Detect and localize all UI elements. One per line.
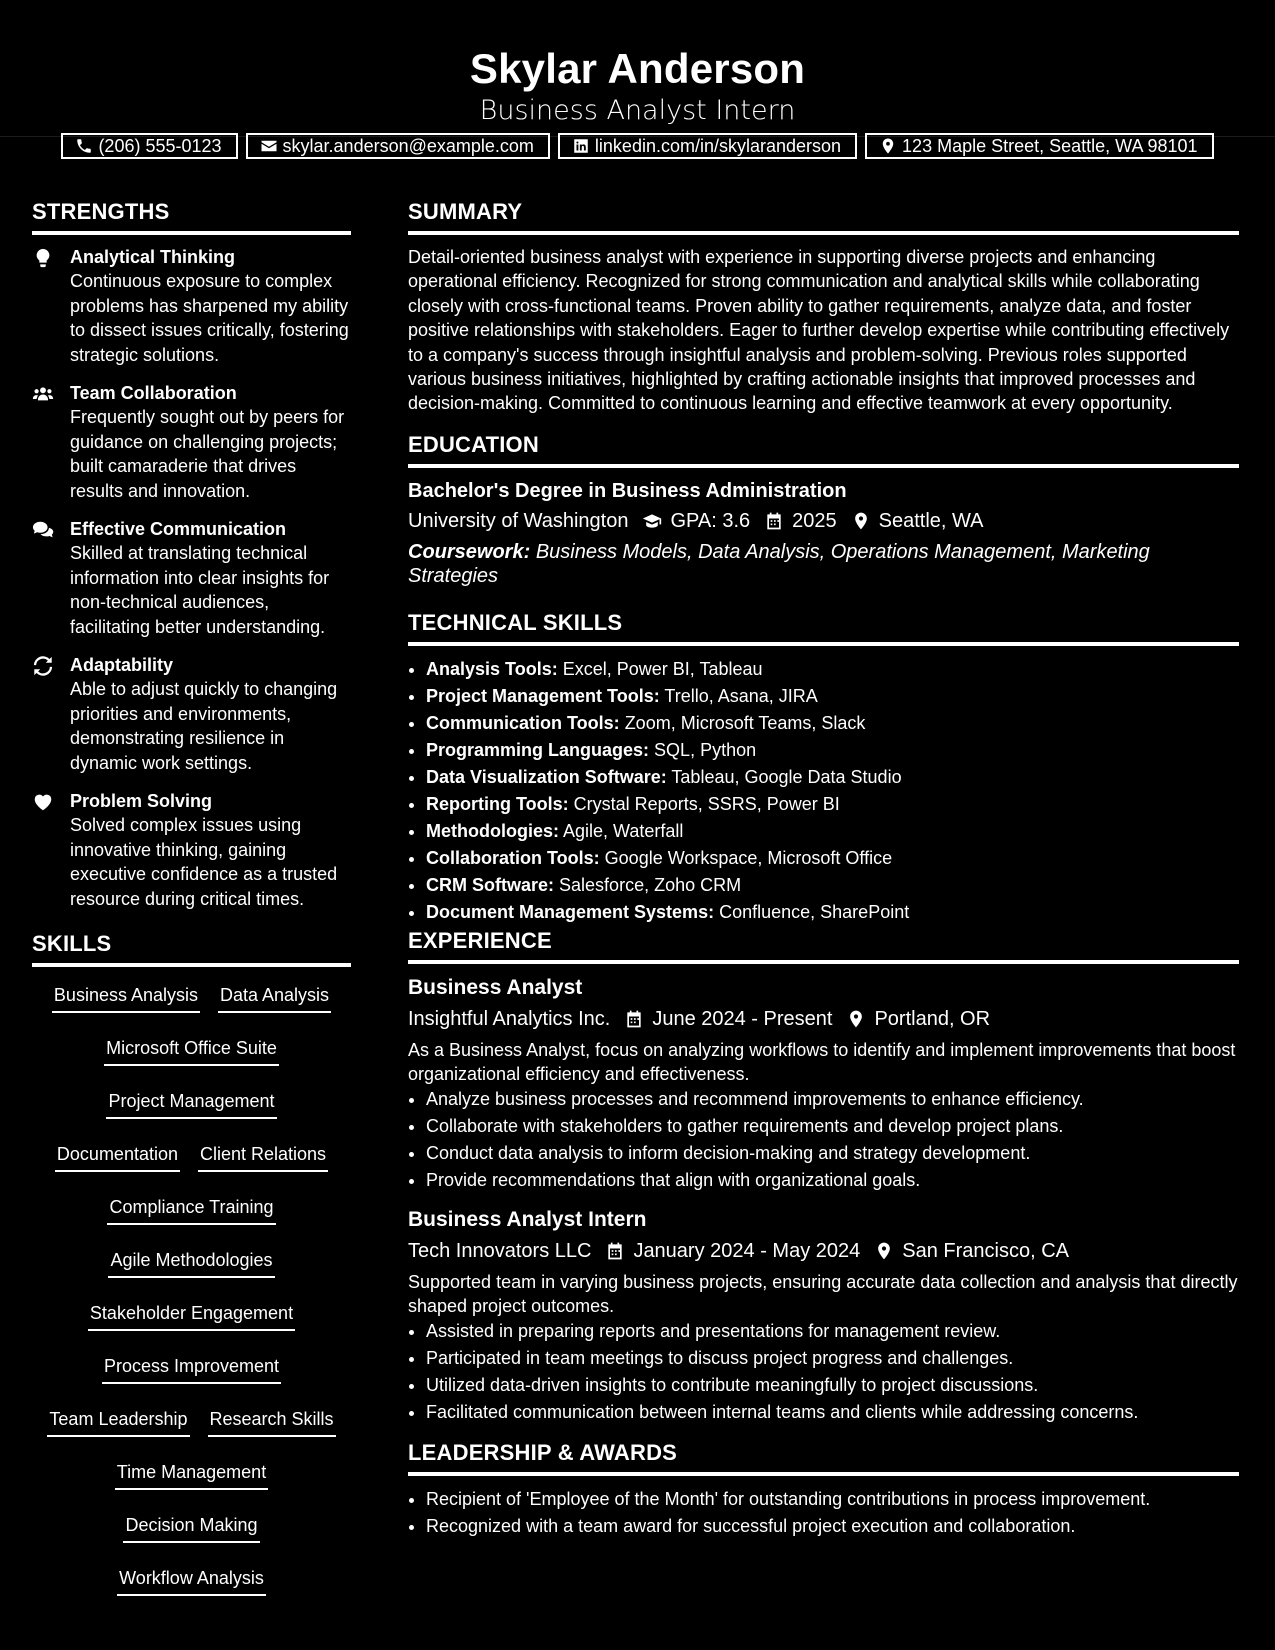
skill-tag: Compliance Training <box>107 1195 275 1225</box>
envelope-icon <box>260 137 278 155</box>
job-entry <box>408 1206 1239 1426</box>
map-marker-icon <box>846 1009 866 1029</box>
list-item <box>426 899 1239 926</box>
skill-tag: Decision Making <box>123 1513 259 1543</box>
skill-tag: Workflow Analysis <box>117 1566 266 1596</box>
skills-heading: SKILLS <box>32 929 351 967</box>
list-item: • Analyze business processes and recommend improvements to enhance efficiency. <box>426 1086 1239 1113</box>
coursework-label: Coursework: <box>408 540 531 563</box>
education-heading: EDUCATION <box>408 430 1239 468</box>
experience-heading: EXPERIENCE <box>408 926 1239 964</box>
list-item <box>426 791 1239 818</box>
skill-category: Data Visualization Software: <box>426 766 667 787</box>
strength-title: Analytical Thinking <box>70 247 236 267</box>
contact-bar <box>0 133 1275 159</box>
job-meta <box>408 1236 1239 1266</box>
sync-icon <box>32 655 54 677</box>
list-item <box>426 818 1239 845</box>
list-item <box>426 710 1239 737</box>
skill-category: Document Management Systems: <box>426 901 715 922</box>
skill-tag: Process Improvement <box>102 1354 281 1384</box>
job-dates: January 2024 - May 2024 <box>633 1239 861 1262</box>
list-item: • Recognized with a team award for successful project execution and collaboration. <box>426 1513 1239 1540</box>
skill-tag: Client Relations <box>198 1142 328 1172</box>
job-entry <box>408 974 1239 1194</box>
list-item <box>426 737 1239 764</box>
job-location: Portland, OR <box>874 1007 991 1030</box>
summary-heading: SUMMARY <box>408 197 1239 235</box>
skill-tag: Team Leadership <box>47 1407 189 1437</box>
strength-title: Team Collaboration <box>70 383 237 403</box>
strength-desc: Able to adjust quickly to changing priorities and environments, demonstrating resilience in dynamic work settings. <box>70 679 338 773</box>
list-item: • Collaborate with stakeholders to gather requirements and develop project plans. <box>426 1113 1239 1140</box>
skill-category: Communication Tools: <box>426 712 620 733</box>
list-item: • Facilitated communication between internal teams and clients while addressing concerns. <box>426 1399 1239 1426</box>
list-item <box>426 845 1239 872</box>
strengths-heading: STRENGTHS <box>32 197 351 235</box>
skill-category: Analysis Tools: <box>426 658 558 679</box>
skill-tag: Documentation <box>55 1142 180 1172</box>
job-location: San Francisco, CA <box>902 1239 1069 1262</box>
right-column <box>408 197 1239 1540</box>
calendar-icon <box>624 1009 644 1029</box>
skill-tag: Business Analysis <box>52 983 200 1013</box>
contact-phone[interactable] <box>61 133 237 159</box>
company-name: Insightful Analytics Inc. <box>408 1007 611 1030</box>
skill-category: Methodologies: <box>426 820 559 841</box>
technical-skills-heading: TECHNICAL SKILLS <box>408 608 1239 646</box>
strength-item <box>32 653 351 775</box>
coursework <box>408 540 1239 588</box>
technical-skills-list <box>408 656 1239 926</box>
skill-values: Confluence, SharePoint <box>719 901 910 922</box>
education-meta <box>408 506 1239 536</box>
comments-icon <box>32 519 54 541</box>
strength-item <box>32 789 351 911</box>
list-item <box>426 656 1239 683</box>
phone-icon <box>75 137 93 155</box>
left-column <box>32 197 351 1613</box>
list-item <box>426 764 1239 791</box>
skill-tag: Microsoft Office Suite <box>104 1036 279 1066</box>
leadership-heading: LEADERSHIP & AWARDS <box>408 1438 1239 1476</box>
company-name: Tech Innovators LLC <box>408 1239 592 1262</box>
skill-values: SQL, Python <box>654 739 757 760</box>
job-description: As a Business Analyst, focus on analyzing workflows to identify and implement improvements that boost organizational efficiency and effectiveness. <box>408 1039 1236 1084</box>
leadership-list <box>408 1486 1239 1540</box>
heart-icon <box>32 791 54 813</box>
job-title: Business Analyst <box>408 975 583 999</box>
list-item: • Recipient of 'Employee of the Month' for outstanding contributions in process improvement. <box>426 1486 1239 1513</box>
list-item: • Conduct data analysis to inform decision-making and strategy development. <box>426 1140 1239 1167</box>
skill-tag: Project Management <box>106 1089 276 1119</box>
calendar-icon <box>764 511 784 531</box>
job-title: Business Analyst Intern <box>408 1207 647 1231</box>
graduation-year: 2025 <box>792 509 837 532</box>
job-bullets <box>408 1086 1239 1194</box>
skill-values: Zoom, Microsoft Teams, Slack <box>624 712 866 733</box>
phone-text: (206) 555-0123 <box>98 135 222 156</box>
strength-title: Adaptability <box>70 655 174 675</box>
address-text: 123 Maple Street, Seattle, WA 98101 <box>902 135 1198 156</box>
strength-title: Problem Solving <box>70 791 213 811</box>
list-item <box>426 872 1239 899</box>
map-marker-icon <box>851 511 871 531</box>
skill-tag: Stakeholder Engagement <box>88 1301 295 1331</box>
linkedin-icon <box>572 137 590 155</box>
strength-desc: Skilled at translating technical information into clear insights for non-technical audiences, facilitating better understanding. <box>70 543 330 637</box>
map-marker-icon <box>879 137 897 155</box>
contact-address[interactable] <box>865 133 1214 159</box>
degree-name: Bachelor's Degree in Business Administration <box>408 479 847 502</box>
gpa-text: GPA: 3.6 <box>670 509 751 532</box>
strength-item <box>32 381 351 503</box>
skill-values: Tableau, Google Data Studio <box>671 766 902 787</box>
strength-title: Effective Communication <box>70 519 287 539</box>
candidate-name: Skylar Anderson <box>469 45 806 92</box>
list-item: • Provide recommendations that align with organizational goals. <box>426 1167 1239 1194</box>
job-bullets <box>408 1318 1239 1426</box>
skill-category: Collaboration Tools: <box>426 847 600 868</box>
strength-item <box>32 517 351 639</box>
skill-tag: Time Management <box>115 1460 268 1490</box>
map-marker-icon <box>874 1241 894 1261</box>
contact-email[interactable] <box>246 133 550 159</box>
skill-tag: Agile Methodologies <box>108 1248 274 1278</box>
calendar-icon <box>605 1241 625 1261</box>
skill-values: Salesforce, Zoho CRM <box>559 874 742 895</box>
list-item <box>426 683 1239 710</box>
skill-category: Programming Languages: <box>426 739 650 760</box>
education-location: Seattle, WA <box>878 509 984 532</box>
list-item: • Participated in team meetings to discuss project progress and challenges. <box>426 1345 1239 1372</box>
lightbulb-icon <box>32 247 54 269</box>
email-text: skylar.anderson@example.com <box>282 135 534 156</box>
linkedin-text: linkedin.com/in/skylaranderson <box>594 135 842 156</box>
skill-values: Excel, Power BI, Tableau <box>562 658 763 679</box>
skill-values: Crystal Reports, SSRS, Power BI <box>573 793 840 814</box>
skill-values: Agile, Waterfall <box>563 820 684 841</box>
strength-desc: Solved complex issues using innovative thinking, gaining executive confidence as a trusted resource during critical times. <box>70 815 338 909</box>
skill-category: Project Management Tools: <box>426 685 660 706</box>
contact-linkedin[interactable] <box>558 133 857 159</box>
users-icon <box>32 383 54 405</box>
list-item: • Utilized data-driven insights to contribute meaningfully to project discussions. <box>426 1372 1239 1399</box>
graduation-cap-icon <box>642 511 662 531</box>
strength-item <box>32 245 351 367</box>
summary-text: Detail-oriented business analyst with experience in supporting diverse projects and enhancing operational efficiency. Recognized for strong communication and analytical skills while collaborating closely with cross-functional teams. Proven ability to gather requirements, analyze data, and foster positive relationships with stakeholders. Eager to further develop expertise while contributing effectively to a company's success through insightful analysis and problem-solving. Previous roles supported various business initiatives, highlighted by crafting actionable insights that improved processes and decision-making. Committed to continuous learning and effective teamwork at every opportunity. <box>408 247 1230 414</box>
skill-tag: Data Analysis <box>218 983 331 1013</box>
skill-category: CRM Software: <box>426 874 555 895</box>
coursework-text: Business Models, Data Analysis, Operations Management, Marketing Strategies <box>408 540 1150 587</box>
skills-tags <box>32 977 351 1613</box>
list-item: • Assisted in preparing reports and presentations for management review. <box>426 1318 1239 1345</box>
strength-desc: Continuous exposure to complex problems has sharpened my ability to dissect issues critically, fostering strategic solutions. <box>70 271 349 365</box>
job-description: Supported team in varying business projects, ensuring accurate data collection and analysis that directly shaped project outcomes. <box>408 1271 1238 1316</box>
job-meta <box>408 1004 1239 1034</box>
job-dates: June 2024 - Present <box>652 1007 833 1030</box>
skill-values: Trello, Asana, JIRA <box>664 685 818 706</box>
candidate-title: Business Analyst Intern <box>479 95 796 126</box>
skill-tag: Research Skills <box>208 1407 336 1437</box>
skill-category: Reporting Tools: <box>426 793 569 814</box>
strength-desc: Frequently sought out by peers for guidance on challenging projects; built camaraderie that drives results and innovation. <box>70 407 345 501</box>
resume-header <box>0 0 1275 156</box>
skill-values: Google Workspace, Microsoft Office <box>604 847 893 868</box>
school-name: University of Washington <box>408 509 629 532</box>
